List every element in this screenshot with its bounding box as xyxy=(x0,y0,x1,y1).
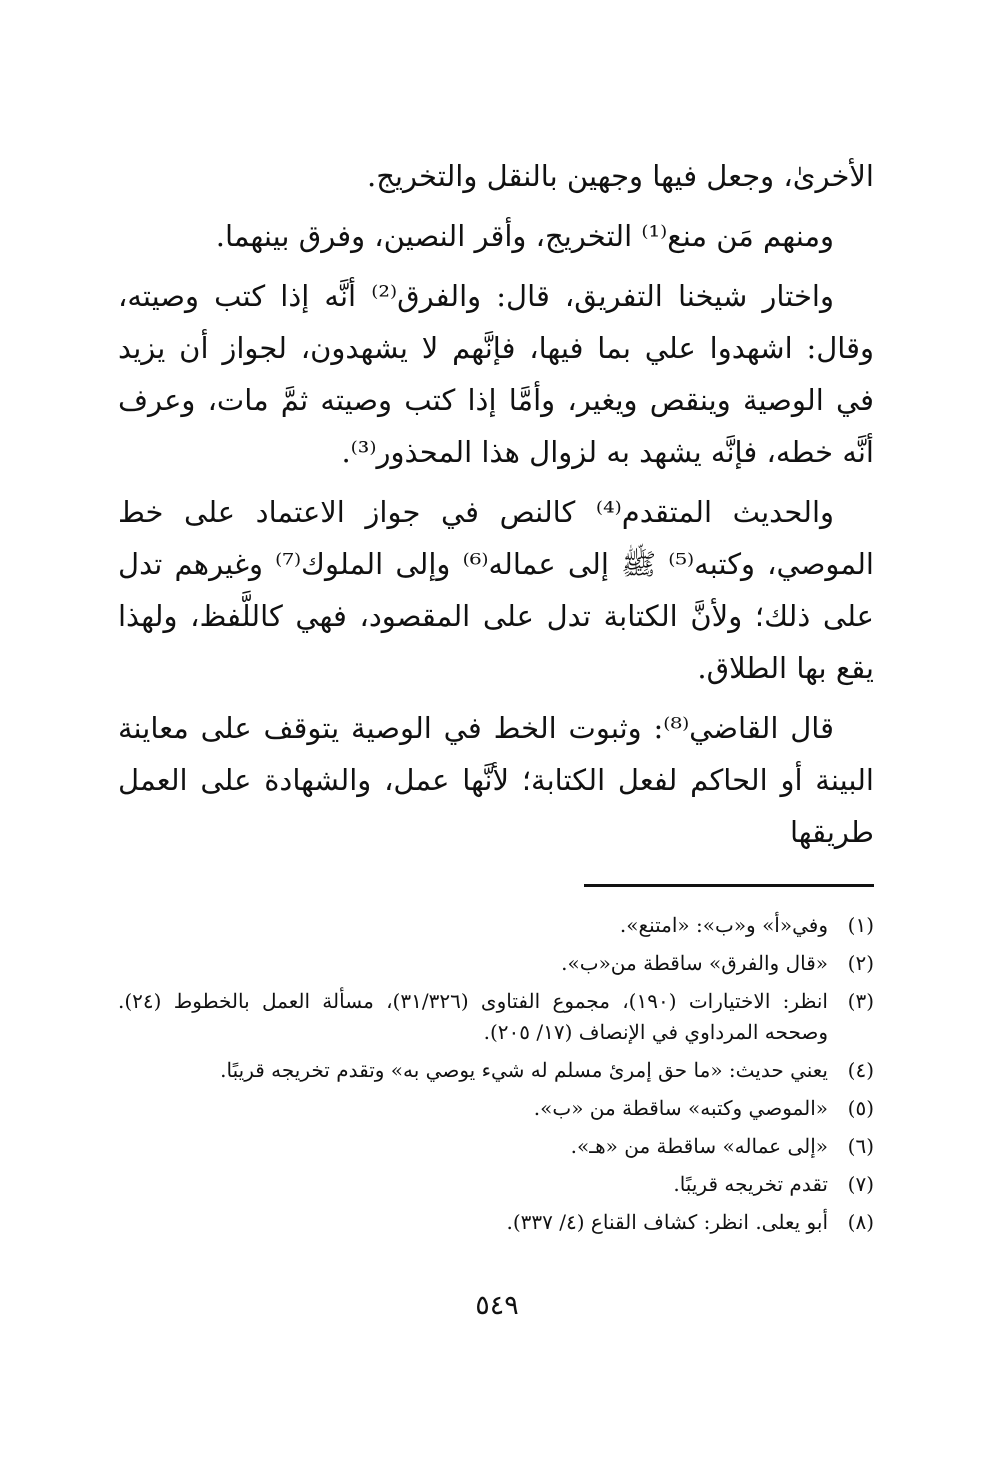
footnote-number: (٣) xyxy=(847,989,874,1013)
footnote-number: (٧) xyxy=(847,1172,874,1196)
footnote-text: انظر: الاختيارات (١٩٠)، مجموع الفتاوى (٣١/٣٢٦)، مسألة العمل بالخطوط (٢٤). وصححه المرداوي في الإنصاف (١٧/ ٢٠٥). xyxy=(118,989,828,1044)
paragraph-3: واختار شيخنا التفريق، قال: والفرق⁽²⁾ أنَّه إذا كتب وصيته، وقال: اشهدوا علي بما فيها، فإنَّهم لا يشهدون، لجواز أن يزيد في الوصية وينقص ويغير، وأمَّا إذا كتب وصيته ثمَّ مات، وعرف أنَّه خطه، فإنَّه يشهد به لزوال هذا المحذور⁽³⁾. xyxy=(118,279,874,469)
footnote-8 xyxy=(118,1207,874,1238)
footnote-2 xyxy=(118,948,874,979)
footnotes-list xyxy=(118,910,874,1245)
footnote-3 xyxy=(118,986,874,1048)
footnote-text: «الموصي وكتبه» ساقطة من «ب». xyxy=(533,1096,828,1120)
paragraph-gap xyxy=(118,694,874,702)
footnote-separator xyxy=(584,884,874,887)
footnote-number: (٢) xyxy=(847,951,874,975)
footnote-text: أبو يعلى. انظر: كشاف القناع (٤/ ٣٣٧). xyxy=(506,1210,828,1234)
footnote-4 xyxy=(118,1055,874,1086)
paragraph-gap xyxy=(118,262,874,270)
footnote-text: «قال والفرق» ساقطة من«ب». xyxy=(561,951,828,975)
footnote-number: (٥) xyxy=(847,1096,874,1120)
footnote-number: (١) xyxy=(847,913,874,937)
paragraph-2: ومنهم مَن منع⁽¹⁾ التخريج، وأقر النصين، وفرق بينهما. xyxy=(215,219,834,253)
paragraph-1: الأخرىٰ، وجعل فيها وجهين بالنقل والتخريج. xyxy=(366,159,874,193)
paragraph-gap xyxy=(118,478,874,486)
footnote-5 xyxy=(118,1093,874,1124)
page-number: ٥٤٩ xyxy=(475,1290,519,1321)
paragraph-5: قال القاضي⁽⁸⁾: وثبوت الخط في الوصية يتوقف على معاينة البينة أو الحاكم لفعل الكتابة؛ لأنَّها عمل، والشهادة على العمل طريقها xyxy=(118,711,874,849)
paragraph-4: والحديث المتقدم⁽⁴⁾ كالنص في جواز الاعتماد على خط الموصي، وكتبه⁽⁵⁾ ﷺ إلى عماله⁽⁶⁾ وإلى الملوك⁽⁷⁾ وغيرهم تدل على ذلك؛ ولأنَّ الكتابة تدل على المقصود، فهي كاللَّفظ، ولهذا يقع بها الطلاق. xyxy=(118,495,874,685)
footnote-text: يعني حديث: «ما حق إمرئ مسلم له شيء يوصي به» وتقدم تخريجه قريبًا. xyxy=(220,1058,828,1082)
footnote-text: تقدم تخريجه قريبًا. xyxy=(673,1172,828,1196)
footnote-7 xyxy=(118,1169,874,1200)
footnote-number: (٤) xyxy=(847,1058,874,1082)
footnote-text: وفي«أ» و«ب»: «امتنع». xyxy=(619,913,828,937)
footnote-1 xyxy=(118,910,874,941)
paragraph-gap xyxy=(118,202,874,210)
footnote-6 xyxy=(118,1131,874,1162)
footnote-number: (٨) xyxy=(847,1210,874,1234)
footnote-text: «إلى عماله» ساقطة من «هـ». xyxy=(570,1134,828,1158)
main-text xyxy=(118,150,874,858)
footnote-number: (٦) xyxy=(847,1134,874,1158)
